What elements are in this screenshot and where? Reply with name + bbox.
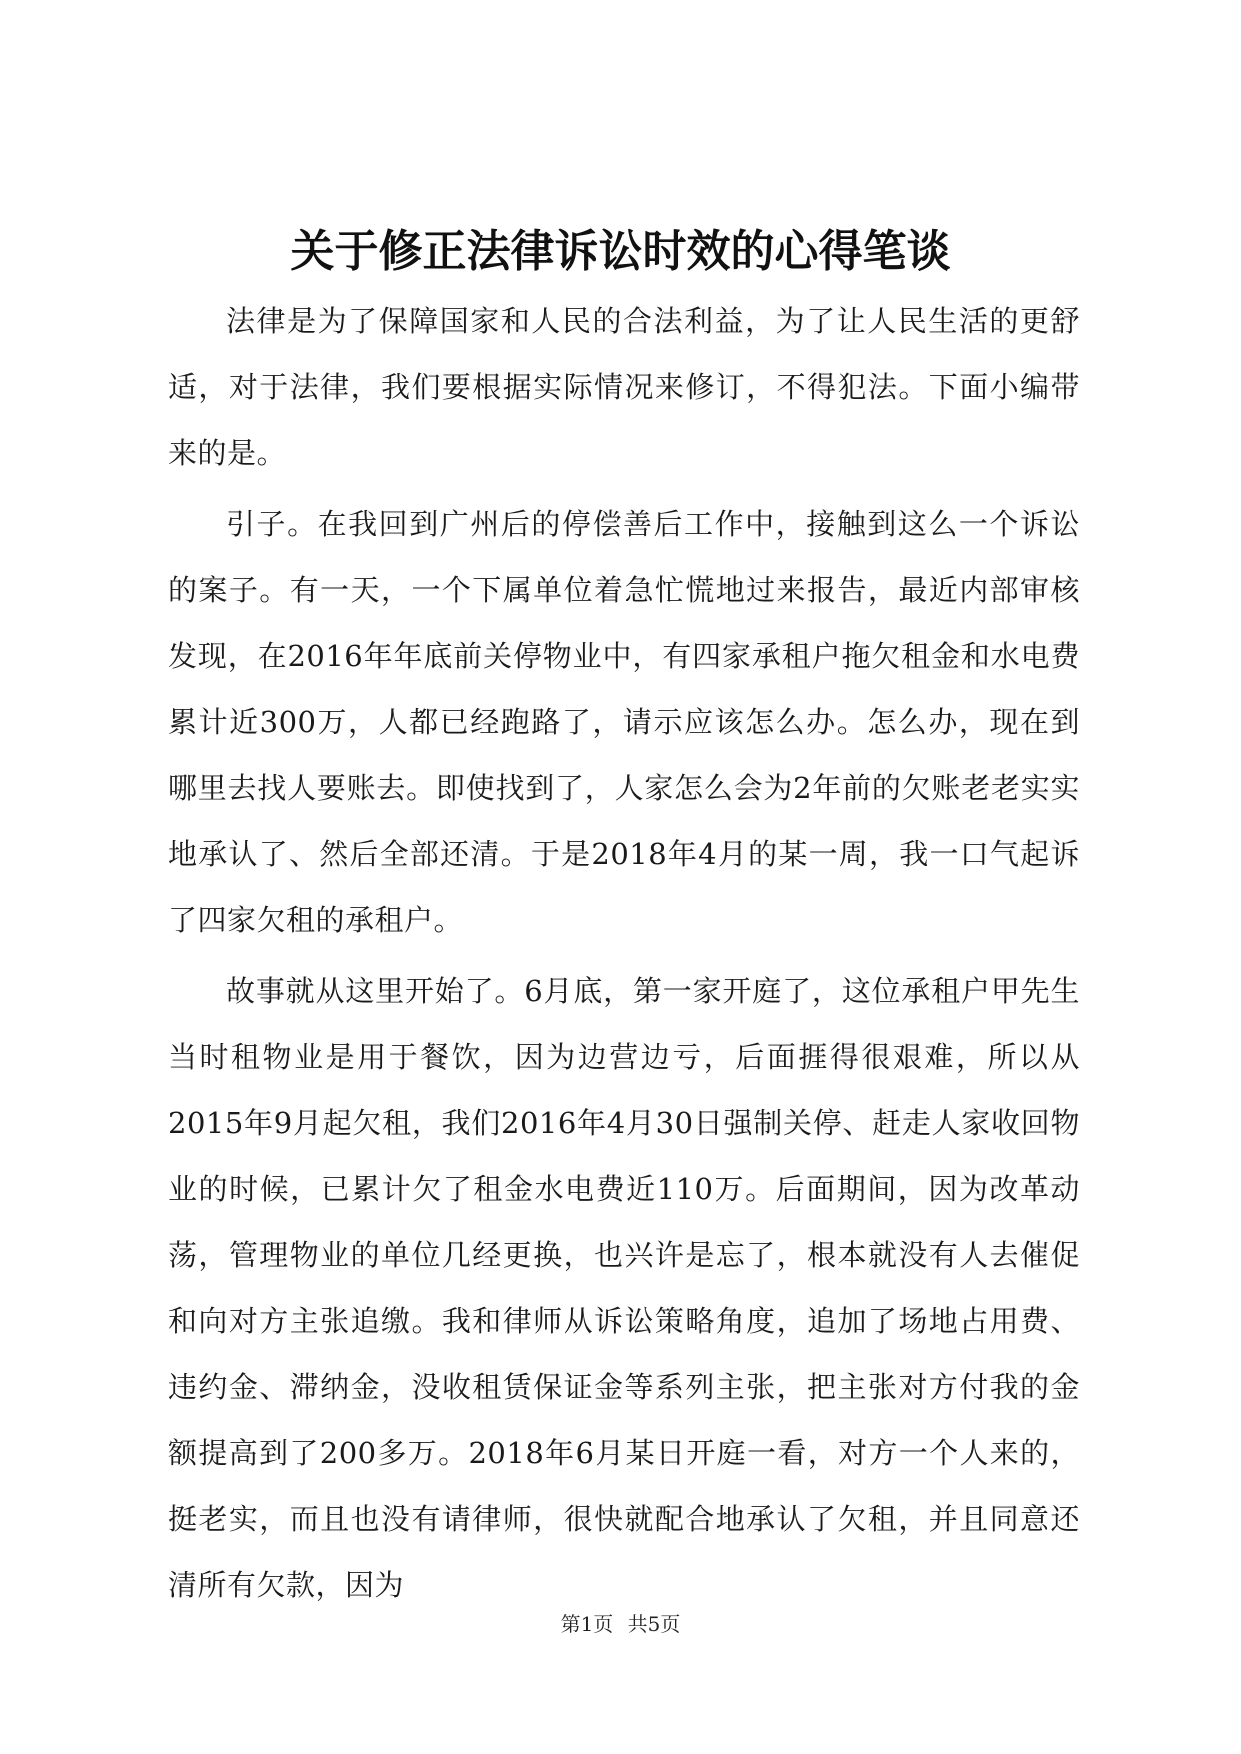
page-number: 第1页 xyxy=(560,1612,614,1636)
page-total: 共5页 xyxy=(627,1612,681,1636)
paragraph-story: 故事就从这里开始了。6月底，第一家开庭了，这位承租户甲先生当时租物业是用于餐饮，因为边营边亏，后面捱得很艰难，所以从2015年9月起欠租，我们2016年4月30日强制关停、赶走人家收回物业的时候，已累计欠了租金水电费近110万。后面期间，因为改革动荡，管理物业的单位几经更换，也兴许是忘了，根本就没有人去催促和向对方主张追缴。我和律师从诉讼策略角度，追加了场地占用费、违约金、滞纳金，没收租赁保证金等系列主张，把主张对方付我的金额提高到了200多万。2018年6月某日开庭一看，对方一个人来的，挺老实，而且也没有请律师，很快就配合地承认了欠租，并且同意还清所有欠款，因为 xyxy=(168,974,1080,1602)
paragraph-intro: 法律是为了保障国家和人民的合法利益，为了让人民生活的更舒适，对于法律，我们要根据实际情况来修订，不得犯法。下面小编带来的是。 xyxy=(168,304,1080,470)
paragraph-preface: 引子。在我回到广州后的停偿善后工作中，接触到这么一个诉讼的案子。有一天，一个下属单位着急忙慌地过来报告，最近内部审核发现，在2016年年底前关停物业中，有四家承租户拖欠租金和水电费累计近300万，人都已经跑路了，请示应该怎么办。怎么办，现在到哪里去找人要账去。即使找到了，人家怎么会为2年前的欠账老老实实地承认了、然后全部还清。于是2018年4月的某一周，我一口气起诉了四家欠租的承租户。 xyxy=(168,507,1080,937)
document-title: 关于修正法律诉讼时效的心得笔谈 xyxy=(290,226,951,277)
document-body xyxy=(168,288,1080,1623)
page-footer xyxy=(0,1610,1241,1638)
